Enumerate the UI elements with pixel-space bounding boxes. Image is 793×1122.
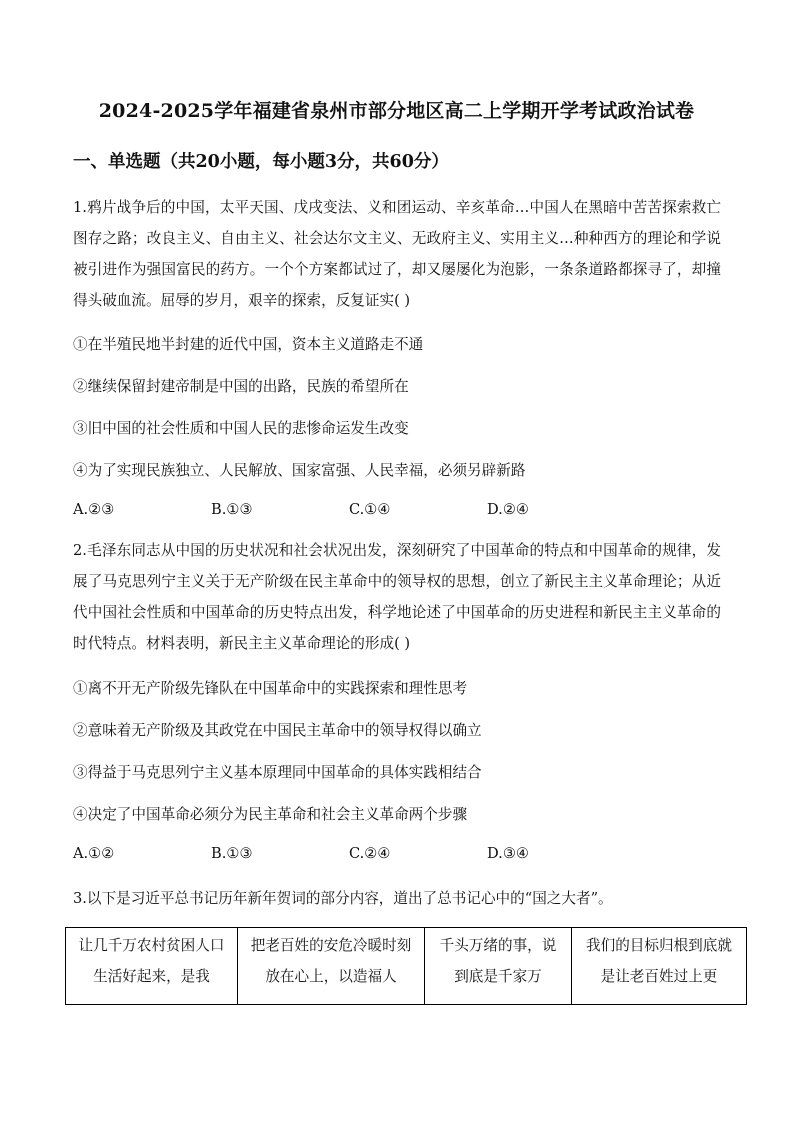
question-2-item-2: ②意味着无产阶级及其政党在中国民主革命中的领导权得以确立 (73, 722, 482, 739)
exam-title: 2024-2025学年福建省泉州市部分地区高二上学期开学考试政治试卷 (98, 100, 695, 122)
question-1-item-3: ③旧中国的社会性质和中国人民的悲惨命运发生改变 (73, 420, 409, 437)
new-year-quotes-table (65, 927, 747, 1005)
quote-cell-1: 让几千万农村贫困人口生活好起来，是我 (66, 928, 238, 1005)
question-2-item-3: ③得益于马克思列宁主义基本原理同中国革命的具体实践相结合 (73, 764, 482, 781)
quote-cell-3: 千头万绪的事，说到底是千家万 (425, 928, 572, 1005)
question-1-option-d[interactable]: D.②④ (487, 501, 529, 518)
question-2-option-c[interactable]: C.②④ (349, 845, 391, 862)
question-1-item-1: ①在半殖民地半封建的近代中国，资本主义道路走不通 (73, 336, 424, 353)
question-1-item-2: ②继续保留封建帝制是中国的出路，民族的希望所在 (73, 378, 409, 395)
question-2-option-d[interactable]: D.③④ (487, 845, 529, 862)
question-2-stem: 2.毛泽东同志从中国的历史状况和社会状况出发，深刻研究了中国革命的特点和中国革命的规律，发展了马克思列宁主义关于无产阶级在民主革命中的领导权的思想，创立了新民主主义革命理论；从近代中国社会性质和中国革命的历史特点出发，科学地论述了中国革命的历史进程和新民主主义革命的时代特点。材料表明，新民主主义革命理论的形成( ) (73, 542, 721, 652)
section-heading: 一、单选题（共20小题，每小题3分，共60分） (73, 152, 449, 172)
question-1-item-4: ④为了实现民族独立、人民解放、国家富强、人民幸福，必须另辟新路 (73, 462, 526, 479)
question-1-option-a[interactable]: A.②③ (73, 501, 115, 518)
quote-cell-2: 把老百姓的安危冷暖时刻放在心上，以造福人 (238, 928, 425, 1005)
question-1-option-b[interactable]: B.①③ (211, 501, 253, 518)
quote-cell-4: 我们的目标归根到底就是让老百姓过上更 (572, 928, 747, 1005)
question-2-option-a[interactable]: A.①② (73, 845, 115, 862)
question-1-option-c[interactable]: C.①④ (349, 501, 391, 518)
question-2-option-b[interactable]: B.①③ (211, 845, 253, 862)
question-1-stem: 1.鸦片战争后的中国，太平天国、戊戌变法、义和团运动、辛亥革命…中国人在黑暗中苦苦探索救亡图存之路；改良主义、自由主义、社会达尔文主义、无政府主义、实用主义…种种西方的理论和学说被引进作为强国富民的药方。一个个方案都试过了，却又屡屡化为泡影，一条条道路都探寻了，却撞得头破血流。屈辱的岁月，艰辛的探索，反复证实( ) (73, 199, 721, 309)
table-row (66, 928, 747, 1005)
question-2-item-4: ④决定了中国革命必须分为民主革命和社会主义革命两个步骤 (73, 806, 468, 823)
question-3-stem: 3.以下是习近平总书记历年新年贺词的部分内容，道出了总书记心中的“国之大者”。 (73, 890, 613, 907)
question-2-item-1: ①离不开无产阶级先锋队在中国革命中的实践探索和理性思考 (73, 680, 468, 697)
